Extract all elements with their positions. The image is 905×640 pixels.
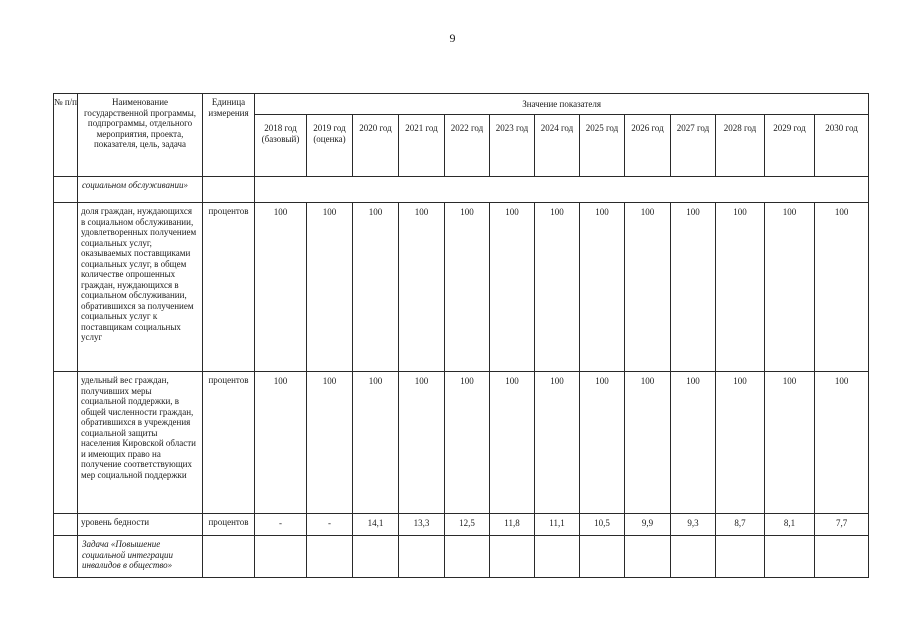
indicator-value: 9,9	[625, 514, 671, 536]
task-num-cell	[54, 536, 78, 578]
indicator-value: 100	[307, 372, 353, 514]
header-year: 2019 год (оценка)	[307, 115, 353, 177]
header-year: 2020 год	[353, 115, 399, 177]
indicator-value: 100	[399, 372, 445, 514]
header-unit: Единица измерения	[203, 94, 255, 177]
task-unit-cell	[203, 177, 255, 203]
task-bottom-text: Задача «Повышение социальной интеграции инвалидов в общество»	[78, 536, 203, 578]
row-num-cell	[54, 372, 78, 514]
header-year: 2022 год	[445, 115, 490, 177]
indicator-value: 100	[815, 203, 869, 372]
indicator-value: 100	[716, 372, 765, 514]
indicators-table	[53, 93, 869, 578]
task-row-bottom	[54, 536, 869, 578]
indicator-value: 100	[399, 203, 445, 372]
empty-cell	[255, 536, 307, 578]
indicator-value: 100	[765, 372, 815, 514]
table-row	[54, 372, 869, 514]
empty-cell	[445, 536, 490, 578]
indicator-value: 100	[353, 372, 399, 514]
header-year: 2025 год	[580, 115, 625, 177]
header-year: 2028 год	[716, 115, 765, 177]
indicator-value: 8,7	[716, 514, 765, 536]
header-row-1	[54, 94, 869, 115]
page-number: 9	[449, 31, 456, 45]
empty-cell	[490, 536, 535, 578]
indicator-value: 10,5	[580, 514, 625, 536]
indicator-value: 100	[716, 203, 765, 372]
indicator-value: -	[255, 514, 307, 536]
empty-cell	[716, 536, 765, 578]
header-year: 2023 год	[490, 115, 535, 177]
table-row	[54, 203, 869, 372]
indicator-value: 100	[580, 203, 625, 372]
task-row-top	[54, 177, 869, 203]
empty-cell	[535, 536, 580, 578]
empty-cell	[671, 536, 716, 578]
indicator-value: -	[307, 514, 353, 536]
indicator-value: 8,1	[765, 514, 815, 536]
task-num-cell	[54, 177, 78, 203]
indicator-value: 11,1	[535, 514, 580, 536]
empty-cell	[353, 536, 399, 578]
header-year: 2018 год (базовый)	[255, 115, 307, 177]
indicator-value: 100	[580, 372, 625, 514]
indicator-name: доля граждан, нуждающихся в социальном обслуживании, удовлетворенных получением социальных услуг, оказываемых поставщиками социальных услуг, в общем количестве опрошенных граждан, нуждающихся в социальном обслуживании, обратившихся за получением социальных услуг к поставщикам социальных услуг	[78, 203, 203, 372]
indicator-unit: процентов	[203, 203, 255, 372]
indicator-value: 100	[445, 372, 490, 514]
header-year: 2027 год	[671, 115, 716, 177]
row-num-cell	[54, 514, 78, 536]
empty-cell	[307, 536, 353, 578]
indicator-value: 100	[671, 372, 716, 514]
header-year: 2024 год	[535, 115, 580, 177]
empty-cell	[399, 536, 445, 578]
indicator-value: 100	[490, 203, 535, 372]
header-year: 2021 год	[399, 115, 445, 177]
empty-cell	[625, 536, 671, 578]
indicator-value: 100	[445, 203, 490, 372]
table-row	[54, 514, 869, 536]
indicator-value: 100	[765, 203, 815, 372]
indicator-value: 100	[255, 203, 307, 372]
indicator-unit: процентов	[203, 514, 255, 536]
header-num: № п/п	[54, 94, 78, 177]
indicator-value: 11,8	[490, 514, 535, 536]
indicator-unit: процентов	[203, 372, 255, 514]
task-values-cell	[255, 177, 869, 203]
indicator-value: 100	[353, 203, 399, 372]
header-year: 2029 год	[765, 115, 815, 177]
indicator-value: 7,7	[815, 514, 869, 536]
header-name: Наименование государственной программы, подпрограммы, отдельного мероприятия, проекта, показателя, цель, задача	[78, 94, 203, 177]
indicator-value: 14,1	[353, 514, 399, 536]
header-year: 2026 год	[625, 115, 671, 177]
indicator-value: 13,3	[399, 514, 445, 536]
empty-cell	[765, 536, 815, 578]
indicator-value: 100	[815, 372, 869, 514]
indicator-name: уровень бедности	[78, 514, 203, 536]
empty-cell	[815, 536, 869, 578]
indicator-value: 100	[535, 372, 580, 514]
empty-cell	[580, 536, 625, 578]
indicator-value: 100	[255, 372, 307, 514]
empty-cell	[203, 536, 255, 578]
indicator-value: 100	[307, 203, 353, 372]
task-top-text: социальном обслуживании»	[78, 177, 203, 203]
indicator-value: 100	[625, 372, 671, 514]
indicator-value: 100	[490, 372, 535, 514]
indicator-value: 100	[535, 203, 580, 372]
indicator-value: 100	[625, 203, 671, 372]
header-values-title: Значение показателя	[255, 94, 869, 115]
indicator-value: 9,3	[671, 514, 716, 536]
indicator-value: 12,5	[445, 514, 490, 536]
indicator-value: 100	[671, 203, 716, 372]
header-year: 2030 год	[815, 115, 869, 177]
row-num-cell	[54, 203, 78, 372]
indicator-name: удельный вес граждан, получивших меры социальной поддержки, в общей численности граждан, обратившихся в учреждения социальной защиты населения Кировской области и имеющих право на получение соответствующих мер социальной поддержки	[78, 372, 203, 514]
